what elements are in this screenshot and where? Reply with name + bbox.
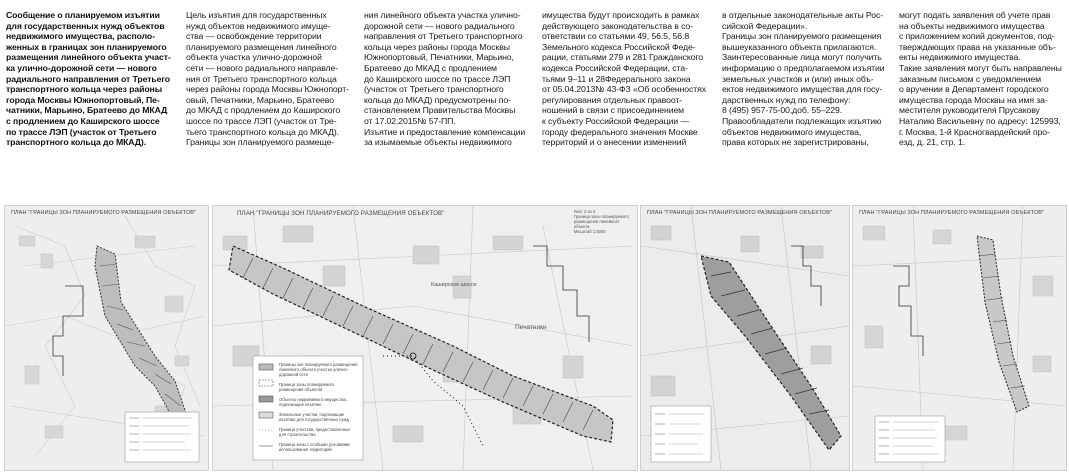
zone-map-2-stamp: Лист 2 из 4 Граница зоны планируемого размещения линейного объекта Масштаб 1:5000 [573,209,629,234]
zone-map-3-drawing [641,206,849,470]
zone-map-4-title: ПЛАН "ГРАНИЦЫ ЗОН ПЛАНИРУЕМОГО РАЗМЕЩЕНИЯ ОБЪЕКТОВ" [859,210,1045,216]
article-text-column-4: в отдельные законодательные акты Рос- сийской Федерации». Границы зон планируемого размещения вышеуказанного объекта прилагаются. Заинтересованные лица могут получить информацию о предполагаемом изъятии земельных участков и (или) иных объ- ектов недвижимого имущества для госу- дарственных нужд по телефону: 8 (495) 957-75-00,доб. 55–229. Правообладатели подлежащих изъятию объектов недвижимого имущества, права которых не зарегистрированы, [722,10,885,148]
zone-map-3-title: ПЛАН "ГРАНИЦЫ ЗОН ПЛАНИРУЕМОГО РАЗМЕЩЕНИЯ ОБЪЕКТОВ" [647,210,833,216]
zone-map-1-drawing [5,206,208,470]
zone-map-2 [212,205,638,471]
zone-map-2-title: ПЛАН "ГРАНИЦЫ ЗОН ПЛАНИРУЕМОГО РАЗМЕЩЕНИЯ ОБЪЕКТОВ" [237,210,445,217]
place-label-shosse: Каширское шоссе [431,282,477,288]
zone-map-3 [640,205,850,471]
zone-map-1-title: ПЛАН "ГРАНИЦЫ ЗОН ПЛАНИРУЕМОГО РАЗМЕЩЕНИЯ ОБЪЕКТОВ" [11,210,197,216]
zone-map-1 [4,205,209,471]
article-title-column: Сообщение о планируемом изъятии для государственных нужд объектов недвижимого имущества, располо- женных в границах зон планируемого размещения линейного объекта участ- ка улично-дорожной сети — нового радиального направления от Третьего транспортного кольца через районы города Москвы Южнопортовый, Пе- чатники, Марьино, Братеево до МКАД с продлением до Каширского шоссе по трассе ЛЭП (участок от Третьего транспортного кольца до МКАД). [6,10,171,148]
article-text-column-3: имущества будут происходить в рамках действующего законодательства в со- ответствии со статьями 49, 56.5, 56.8 Земельного кодекса Российской Феде- рации, статьями 279 и 281 Гражданского кодекса Российской Федерации, ста- тьями 9–11 и 28Федерального закона от 05.04.2013№ 43-ФЗ «Об особенностях регулирования отдельных правоот- ношений в связи с присоединением к субъекту Российской Федерации — городу федерального значения Москве территорий и о внесении изменений [542,10,706,148]
place-label-pechatniki: Печатники [515,324,547,331]
zone-map-2-drawing [213,206,637,470]
article-text-column-2: ния линейного объекта участка улично- дорожной сети — нового радиального направления от Третьего транспортного кольца через районы города Москвы Южнопортовый, Печатники, Марьино, Братеево до МКАД с продлением до Каширского шоссе по трассе ЛЭП (участок от Третьего транспортного кольца до МКАД) предусмотрены по- становлением Правительства Москвы от 17.02.2015№ 57-ПП. Изъятие и предоставление компенсации за изымаемые объекты недвижимого [364,10,526,148]
zone-map-2-legend: Границы зон планируемого размещения линейного объекта участка улично- дорожной сети Граница зоны планируемого размещения объектов Объекты недвижимого имущества, подлежащие изъятию Земельные участки, подлежащие изъятию для государственных нужд Граница участков, предоставленных для строительства Граница зоны с особыми условиями использования территорий [279,362,358,452]
zone-map-4 [852,205,1067,471]
article-text-column-1: Цель изъятия для государственных нужд объектов недвижимого имуще- ства — освобождение территории планируемого размещения линейного объекта участка улично-дорожной сети — нового радиального направле- ния от Третьего транспортного кольца через районы города Москвы Южнопорт- овый, Печатники, Марьино, Братеево до МКАД с продлением до Каширского шоссе по трассе ЛЭП (участок от Тре- тьего транспортного кольца до МКАД). Границы зон планируемого размеще- [186,10,349,148]
article-text-column-5: могут подать заявления об учете прав на объекты недвижимого имущества с приложением копий документов, под- тверждающих права на указанные объ- екты недвижимого имущества. Такие заявления могут быть направлены заказным письмом с уведомлением о вручении в Департамент городского имущества города Москвы на имя за- местителя руководителя Прусакову Наталию Васильевну по адресу: 125993, г. Москва, 1-й Красногвардейский про- езд, д. 21, стр. 1. [899,10,1062,148]
zone-map-4-drawing [853,206,1066,470]
